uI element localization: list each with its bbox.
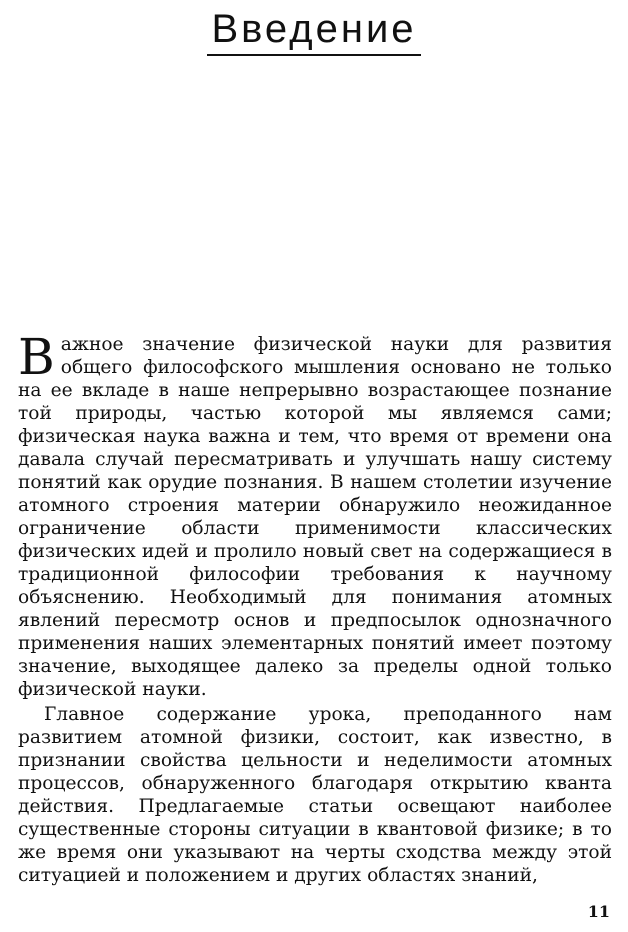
drop-cap: В bbox=[18, 328, 55, 386]
paragraph-2-text: Главное содержание урока, преподанного нам развитием атомной физики, состоит, как известно, в признании свойства цельности и неделимости атомных процессов, обнаруженного благодаря открытию кванта действия. Предлагаемые статьи освещают наиболее существенные стороны ситуации в квантовой физике; в то же время они указывают на черты сходства между этой ситуацией и положением и других областях знаний, bbox=[18, 704, 612, 886]
paragraph-1-text: ажное значение физической науки для развития общего философского мышления основано не только на ее вкладе в наше непрерывно возрастающее познание той природы, частью которой мы являемся сами; физическая наука важна и тем, что время от времени она давала случай пересматривать и улучшать нашу систему понятий как орудие познания. В нашем столетии изучение атомного строения материи обнаружило неожиданное ограничение области применимости классических физических идей и пролило новый свет на содержащиеся в традиционной философии требования к научному объяснению. Необходимый для понимания атомных явлений пересмотр основ и предпосылок однозначного применения наших элементарных понятий имеет поэтому значение, выходящее далеко за пределы одной только физической науки. bbox=[18, 334, 612, 700]
page-title: Введение bbox=[207, 6, 420, 56]
heading-container bbox=[0, 0, 628, 56]
paragraph-2 bbox=[18, 703, 612, 887]
body-text bbox=[18, 328, 612, 887]
paragraph-1 bbox=[18, 328, 612, 701]
page-number: 11 bbox=[587, 902, 610, 921]
